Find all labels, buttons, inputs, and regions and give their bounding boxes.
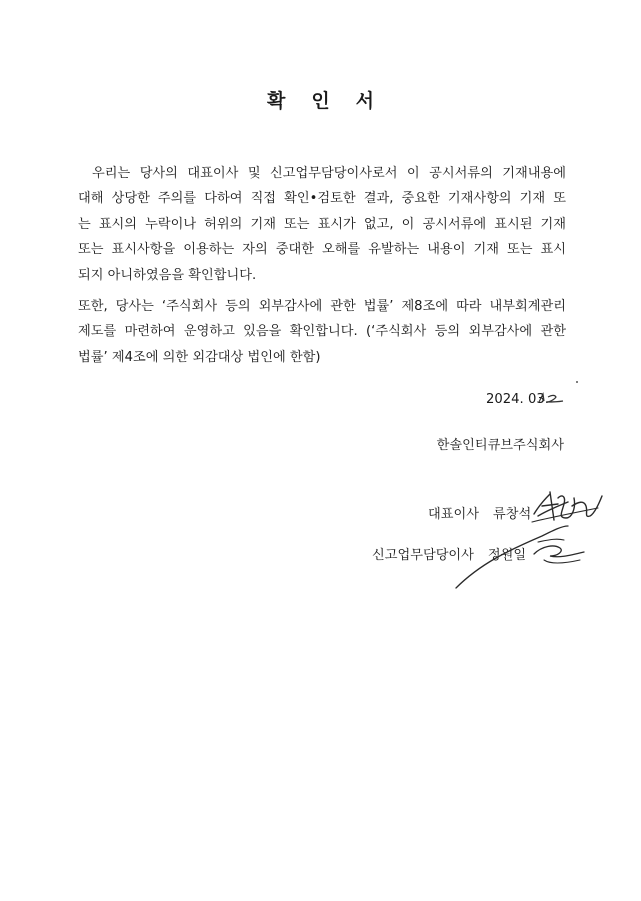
document-title	[0, 86, 641, 113]
signatory-role: 대표이사	[428, 507, 479, 522]
document-date: 2024. 03.	[486, 392, 549, 407]
paragraph-line: 우리는 당사의 대표이사 및 신고업무담당이사로서 이 공시서류의 기재내용에	[92, 166, 566, 181]
paragraph-line: 제도를 마련하여 운영하고 있음을 확인합니다. (‘주식회사 등의 외부감사에 관한	[78, 324, 566, 340]
signatory-name: 류창석	[492, 507, 532, 522]
handwritten-date-mark	[537, 390, 565, 406]
company-name: 한솔인티큐브주식회사	[436, 438, 564, 453]
scan-speck	[576, 381, 578, 383]
paragraph-line: 법률’ 제4조에 의한 외감대상 법인에 한함)	[78, 349, 321, 365]
officer-signature	[438, 520, 588, 592]
paragraph-line: 또는 표시사항을 이용하는 자의 중대한 오해를 유발하는 내용이 기재 또는 표시	[78, 242, 566, 258]
paragraph-line: 되지 아니하였음을 확인합니다.	[78, 267, 257, 283]
signatory-name: 정원일	[487, 548, 527, 563]
title-char: 인	[311, 90, 330, 112]
paragraph-line: 대해 상당한 주의를 다하여 직접 확인•검토한 결과, 중요한 기재사항의 기재 또	[78, 191, 566, 207]
paragraph-line: 또한, 당사는 ‘주식회사 등의 외부감사에 관한 법률’ 제8조에 따라 내부회계관리	[78, 299, 566, 314]
confirmation-paragraph	[78, 161, 566, 288]
signatory-role: 신고업무담당이사	[372, 548, 474, 563]
internal-control-paragraph	[78, 294, 566, 370]
title-char: 서	[355, 90, 375, 112]
paragraph-line: 는 표시의 누락이나 허위의 기재 또는 표시가 없고, 이 공시서류에 표시된 기재	[78, 216, 566, 232]
title-char: 확	[266, 90, 286, 112]
